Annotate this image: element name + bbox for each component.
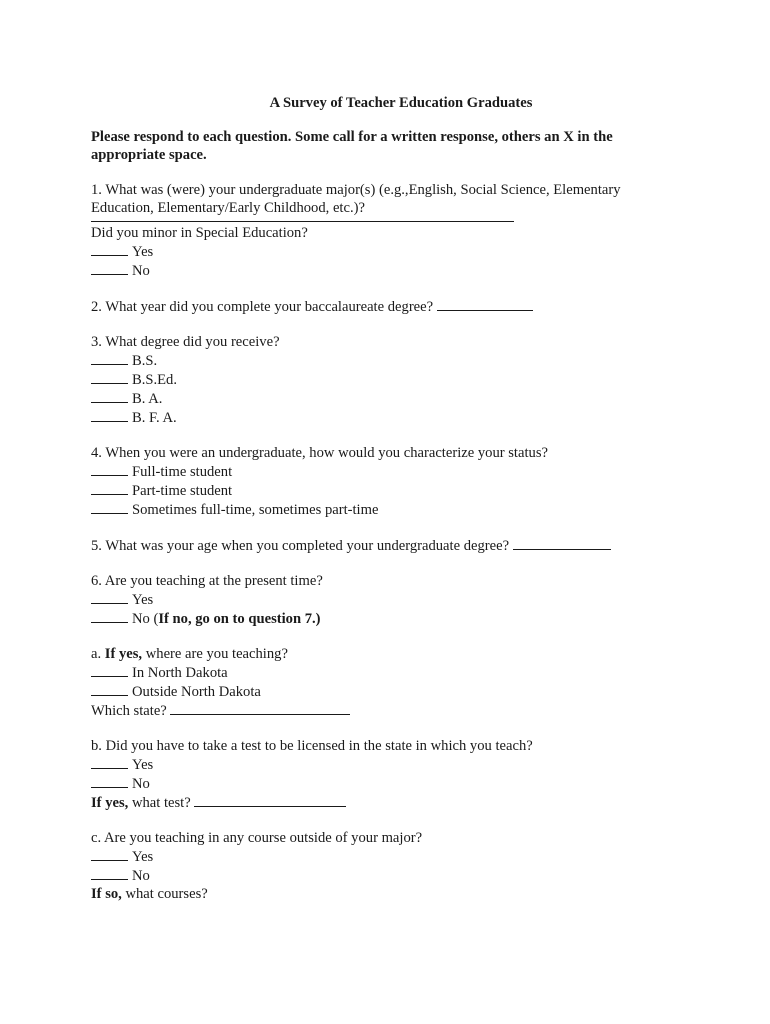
answer-blank[interactable] [91,755,128,769]
qa-option-outside-nd[interactable]: Outside North Dakota [91,682,691,701]
answer-blank[interactable] [91,351,128,365]
qb-option-yes[interactable]: Yes [91,755,691,774]
qc-followup: If so, what courses? [91,886,208,902]
q2-answer-line[interactable] [437,297,533,311]
answer-blank[interactable] [91,590,128,604]
q3-option-bsed[interactable]: B.S.Ed. [91,370,691,389]
answer-blank[interactable] [91,866,128,880]
q4-option-part-time[interactable]: Part-time student [91,481,691,500]
answer-blank[interactable] [91,682,128,696]
qa-option-in-nd[interactable]: In North Dakota [91,663,691,682]
q5-question: 5. What was your age when you completed your undergraduate degree? [91,536,691,555]
answer-blank[interactable] [91,481,128,495]
answer-blank[interactable] [91,462,128,476]
qc-question: c. Are you teaching in any course outside of your major? [91,830,423,846]
q1-question: 1. What was (were) your undergraduate major(s) (e.g.,English, Social Science, Elementary Education, Elementary/Early Childhood, etc.)? [91,182,621,216]
q3-option-ba[interactable]: B. A. [91,389,691,408]
answer-blank[interactable] [91,242,128,256]
q1-option-no[interactable]: No [91,261,691,280]
q5-answer-line[interactable] [513,536,611,550]
q3-option-bs[interactable]: B.S. [91,351,691,370]
answer-blank[interactable] [91,389,128,403]
qb-option-no[interactable]: No [91,774,691,793]
q4-question: 4. When you were an undergraduate, how would you characterize your status? [91,445,548,461]
instructions: Please respond to each question. Some call for a written response, others an X in the appropriate space. [91,129,613,163]
qa-state-answer-line[interactable] [170,701,350,715]
survey-page [91,94,691,903]
q2-question: 2. What year did you complete your baccalaureate degree? [91,297,691,316]
qa-which-state: Which state? [91,701,691,720]
answer-blank[interactable] [91,663,128,677]
qc-option-yes[interactable]: Yes [91,847,691,866]
q3-option-bfa[interactable]: B. F. A. [91,408,691,427]
q3-question: 3. What degree did you receive? [91,334,280,350]
qb-followup: If yes, what test? [91,793,691,812]
qa-question: a. If yes, where are you teaching? [91,646,288,662]
qb-test-answer-line[interactable] [194,793,346,807]
q6-option-yes[interactable]: Yes [91,590,691,609]
answer-blank[interactable] [91,609,128,623]
q1-minor-question: Did you minor in Special Education? [91,225,308,241]
q6-option-no[interactable]: No (If no, go on to question 7.) [91,609,691,628]
answer-blank[interactable] [91,847,128,861]
q1-answer-line[interactable] [91,217,514,222]
q6-question: 6. Are you teaching at the present time? [91,573,323,589]
q4-option-full-time[interactable]: Full-time student [91,462,691,481]
answer-blank[interactable] [91,408,128,422]
qb-question: b. Did you have to take a test to be licensed in the state in which you teach? [91,738,533,754]
qc-option-no[interactable]: No [91,866,691,885]
q1-option-yes[interactable]: Yes [91,242,691,261]
answer-blank[interactable] [91,774,128,788]
answer-blank[interactable] [91,500,128,514]
answer-blank[interactable] [91,261,128,275]
q4-option-mixed[interactable]: Sometimes full-time, sometimes part-time [91,500,691,519]
answer-blank[interactable] [91,370,128,384]
survey-title: A Survey of Teacher Education Graduates [269,95,533,111]
